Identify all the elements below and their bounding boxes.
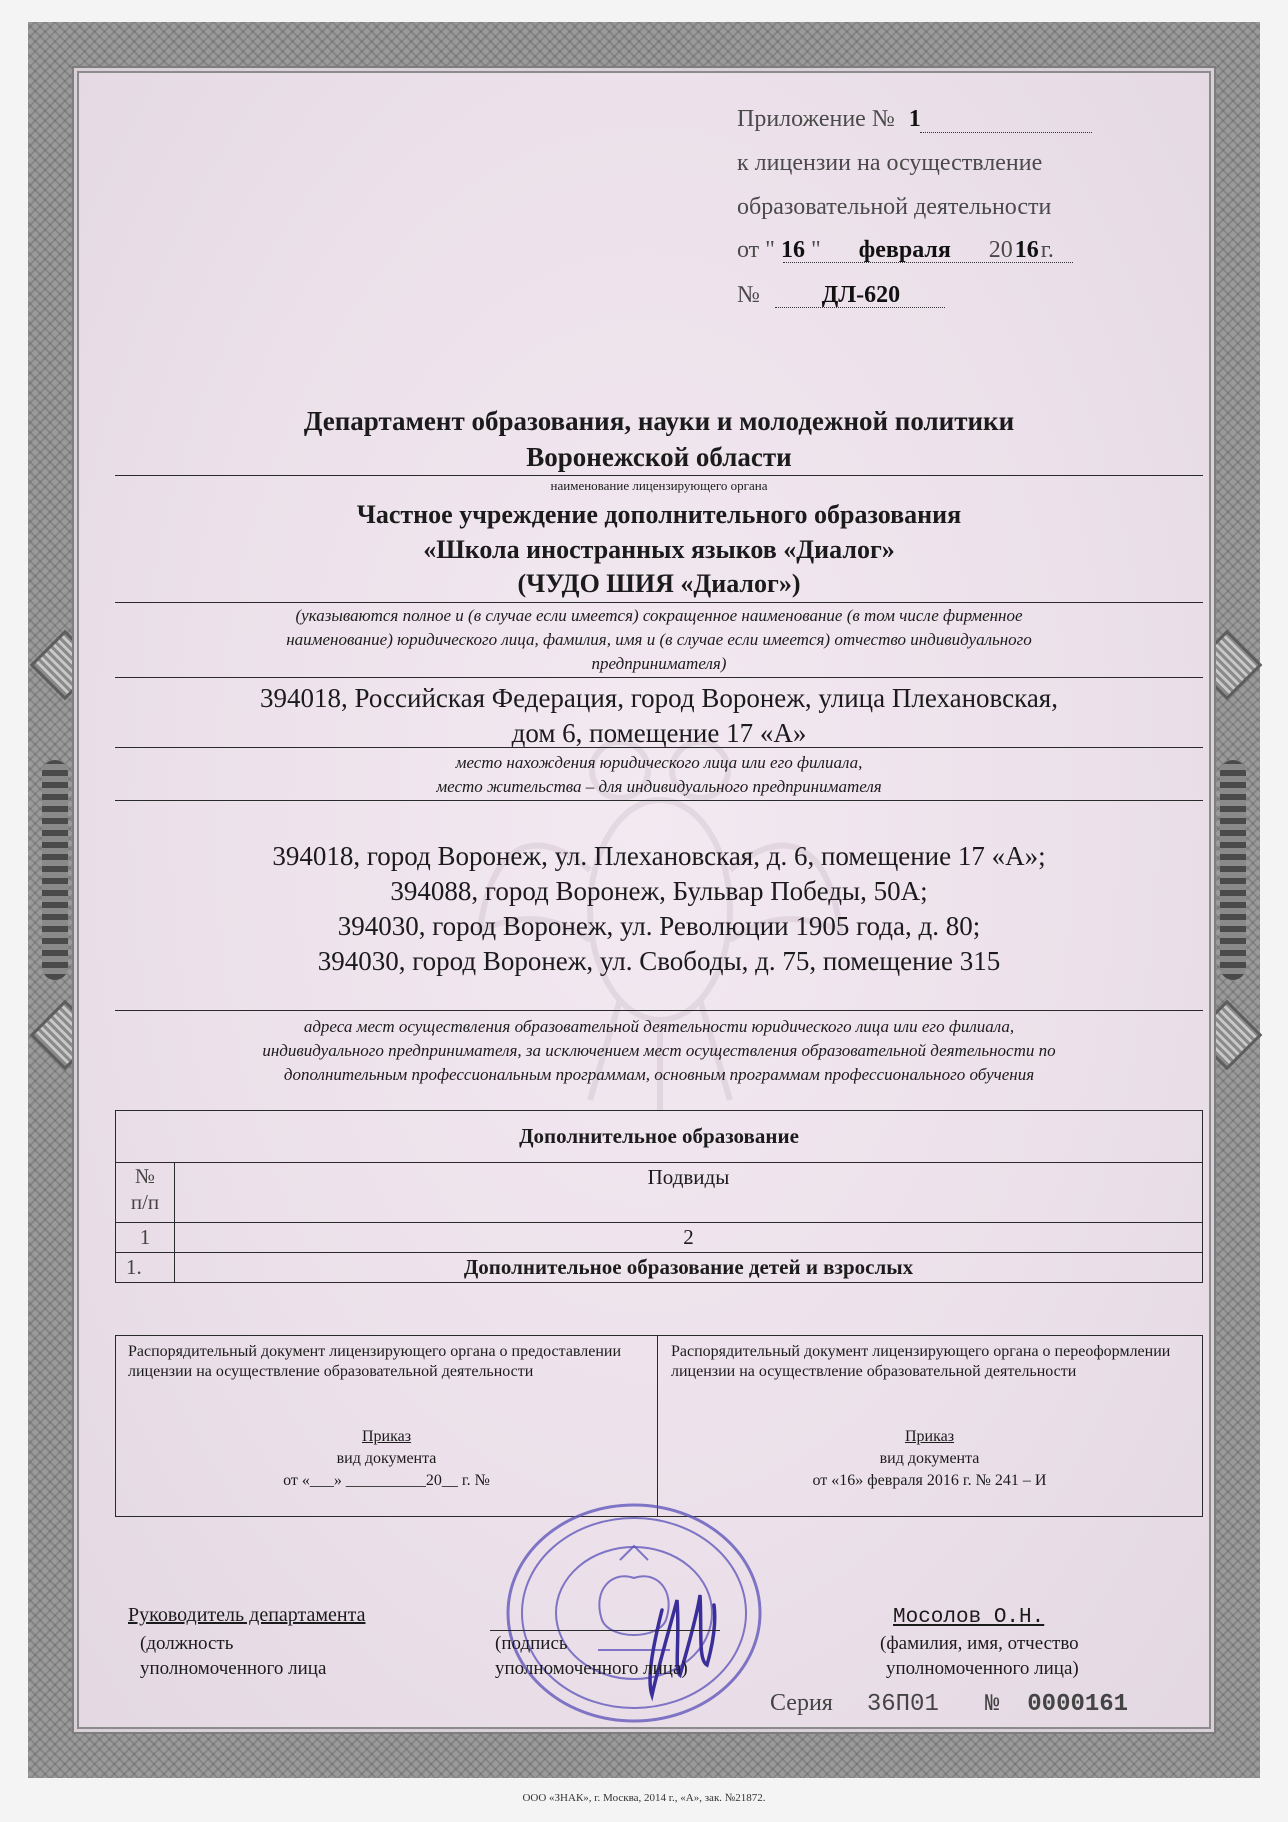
- name-caption-1: (фамилия, имя, отчество: [880, 1633, 1079, 1654]
- authority-line-1: Департамент образования, науки и молодежной политики: [303, 406, 1015, 436]
- activity-address-2: 394088, город Воронеж, Бульвар Победы, 50А;: [390, 876, 928, 906]
- signature-caption-2: уполномоченного лица): [495, 1658, 688, 1679]
- appendix-line-2: к лицензии на осуществление: [737, 150, 1043, 176]
- activity-caption-2: индивидуального предпринимателя, за исключением мест осуществления образовательной деятельности по: [262, 1041, 1056, 1060]
- program-table: [115, 1110, 1203, 1283]
- legal-address-caption-2: место жительства – для индивидуального предпринимателя: [436, 777, 882, 796]
- program-row-name: Дополнительное образование детей и взрослых: [175, 1253, 1203, 1283]
- authority-line-2: Воронежской области: [526, 442, 792, 472]
- appendix-year-end: г.: [1040, 237, 1054, 263]
- organization-caption-3: предпринимателя): [591, 654, 727, 673]
- organization-rule: [115, 602, 1203, 603]
- activity-address-3: 394030, город Воронеж, ул. Революции 1905 года, д. 80;: [337, 911, 981, 941]
- appendix-quote-open: ": [765, 237, 775, 263]
- issuance-doc-type: Приказ: [361, 1428, 412, 1445]
- program-col-subtypes-header: Подвиды: [175, 1163, 1203, 1223]
- authority-rule: [115, 475, 1203, 476]
- legal-address-line-1: 394018, Российская Федерация, город Воронеж, улица Плехановская,: [260, 683, 1058, 713]
- activity-address-rule: [115, 1010, 1203, 1011]
- activity-address-4: 394030, город Воронеж, ул. Свободы, д. 75, помещение 315: [317, 946, 1001, 976]
- organization-caption-rule: [115, 677, 1203, 678]
- program-table-heading: Дополнительное образование: [116, 1111, 1203, 1163]
- appendix-no-label: №: [737, 282, 760, 308]
- license-number-rule: [775, 307, 945, 308]
- series-label: Серия: [770, 1690, 833, 1716]
- appendix-from-label: от: [737, 237, 760, 263]
- printer-imprint: ООО «ЗНАК», г. Москва, 2014 г., «А», зак. №21872.: [522, 1792, 766, 1804]
- appendix-line-1: [737, 106, 921, 133]
- issuance-description: Распорядительный документ лицензирующего органа о предоставлении лицензии на осуществление образовательной деятельности: [128, 1343, 622, 1380]
- program-col-number-header: [116, 1163, 175, 1223]
- appendix-number: 1: [908, 106, 921, 132]
- series-value: 36П01: [866, 1691, 939, 1718]
- series-no-label: №: [984, 1691, 1000, 1718]
- appendix-day: 16: [780, 237, 805, 263]
- reissuance-doc-type: Приказ: [904, 1428, 955, 1445]
- issuance-date-line: от «___» __________20__ г. №: [283, 1472, 490, 1489]
- authority-caption: наименование лицензирующего органа: [550, 478, 768, 493]
- right-security-band: [1220, 760, 1246, 980]
- position-title: Руководитель департамента: [128, 1604, 366, 1626]
- official-seal-stamp: [502, 1500, 766, 1726]
- program-col-number-header-line-1: №: [134, 1164, 156, 1188]
- activity-address-1: 394018, город Воронеж, ул. Плехановская, д. 6, помещение 17 «А»;: [272, 841, 1046, 871]
- position-caption-2: уполномоченного лица: [140, 1658, 327, 1679]
- reissuance-date-line: от «16» февраля 2016 г. № 241 – И: [812, 1472, 1047, 1489]
- appendix-number-rule: [920, 132, 1092, 133]
- license-number: ДЛ-620: [821, 282, 901, 308]
- organization-line-1: Частное учреждение дополнительного образования: [356, 500, 962, 529]
- reissuance-type-caption: вид документа: [879, 1450, 980, 1467]
- appendix-month: февраля: [858, 237, 951, 263]
- appendix-date-rule: [783, 262, 1073, 263]
- reissuance-document: [659, 1336, 1200, 1516]
- appendix-license-line: [737, 282, 946, 309]
- appendix-year-prefix: 20: [988, 237, 1013, 263]
- signature-line: [490, 1630, 720, 1631]
- issuance-type-caption: вид документа: [336, 1450, 437, 1467]
- appendix-label: Приложение №: [737, 106, 895, 132]
- position-caption-1: (должность: [140, 1633, 234, 1654]
- legal-address-caption-rule: [115, 800, 1203, 801]
- signature-caption-1: (подпись: [495, 1633, 568, 1654]
- left-security-band: [42, 760, 68, 980]
- program-numbering-cell-1: 1: [116, 1223, 175, 1253]
- organization-caption-1: (указываются полное и (в случае если имеется) сокращенное наименование (в том числе фирменное: [295, 606, 1023, 625]
- official-name: Мосолов О.Н.: [893, 1606, 1045, 1629]
- organization-caption-2: наименование) юридического лица, фамилия, имя и (в случае если имеется) отчество индивидуального: [286, 630, 1032, 649]
- program-col-number-header-line-2: п/п: [130, 1190, 160, 1214]
- reissuance-description: Распорядительный документ лицензирующего органа о переоформлении лицензии на осуществление образовательной деятельности: [671, 1343, 1171, 1380]
- series-number: 0000161: [1027, 1691, 1129, 1718]
- series-line: [770, 1690, 1128, 1718]
- documents-box: [115, 1335, 1203, 1517]
- activity-caption-1: адреса мест осуществления образовательной деятельности юридического лица или его филиала,: [303, 1017, 1015, 1036]
- issuance-document: [116, 1336, 657, 1516]
- appendix-line-3: образовательной деятельности: [737, 194, 1052, 220]
- name-caption-2: уполномоченного лица): [886, 1658, 1079, 1679]
- appendix-year-suffix: 16: [1014, 237, 1039, 263]
- organization-line-2: «Школа иностранных языков «Диалог»: [423, 535, 895, 564]
- legal-address-rule: [115, 747, 1203, 748]
- activity-caption-3: дополнительным профессиональным программам, основным программам профессионального обучения: [283, 1065, 1035, 1084]
- documents-separator: [657, 1336, 658, 1516]
- program-numbering-cell-2: 2: [175, 1223, 1203, 1253]
- appendix-date-line: [737, 237, 1107, 264]
- organization-line-3: (ЧУДО ШИЯ «Диалог»): [517, 569, 801, 598]
- table-row: [116, 1253, 1203, 1283]
- program-row-number: 1.: [116, 1253, 175, 1283]
- appendix-quote-close: ": [810, 237, 821, 263]
- legal-address-line-2: дом 6, помещение 17 «А»: [511, 718, 807, 748]
- legal-address-caption-1: место нахождения юридического лица или его филиала,: [455, 753, 863, 772]
